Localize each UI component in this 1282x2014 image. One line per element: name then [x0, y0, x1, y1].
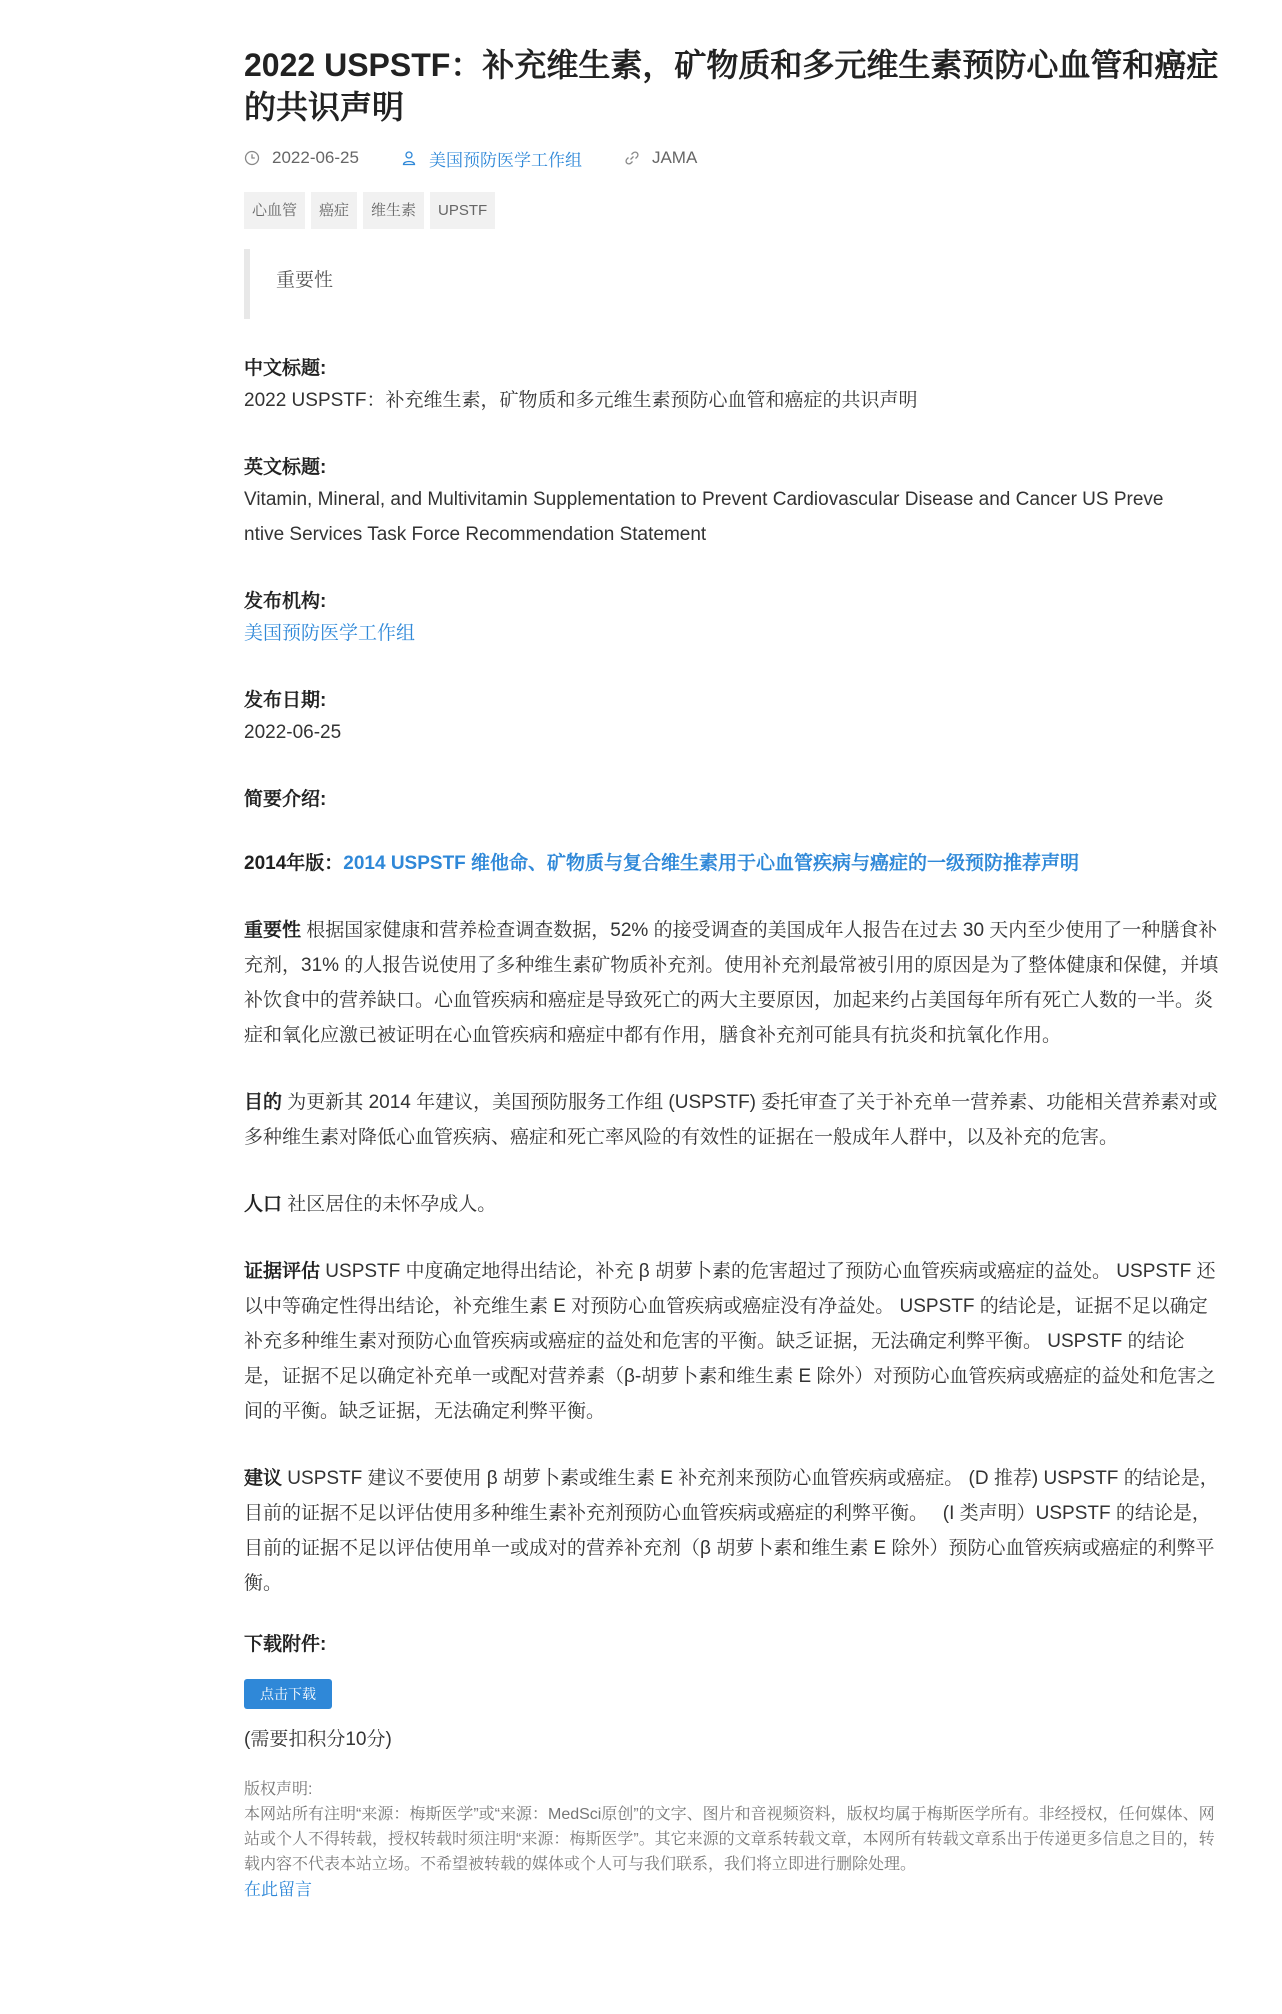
download-label: 下载附件: — [244, 1634, 327, 1655]
importance-label: 重要性 — [244, 920, 302, 941]
evidence-paragraph — [244, 1254, 1220, 1429]
leave-message-link[interactable]: 在此留言 — [244, 1880, 312, 1899]
importance-paragraph — [244, 913, 1220, 1053]
article-meta — [244, 146, 1220, 170]
intro-section — [244, 786, 1220, 814]
en-title-line-1: Vitamin, Mineral, and Multivitamin Supplementation to Prevent Cardiovascular Disease and Cancer US Preve — [244, 489, 1164, 510]
date-text: 2022-06-25 — [244, 722, 342, 743]
copyright-text: 本网站所有注明“来源：梅斯医学”或“来源：MedSci原创”的文字、图片和音视频资料，版权均属于梅斯医学所有。非经授权，任何媒体、网站或个人不得转载，授权转载时须注明“来源：梅斯医学”。其它来源的文章系转载文章，本网所有转载文章系出于传递更多信息之目的，转载内容不代表本站立场。不希望被转载的媒体或个人可与我们联系，我们将立即进行删除处理。 — [244, 1806, 1215, 1873]
article-content — [244, 44, 1220, 1902]
cn-title-text: 2022 USPSTF：补充维生素，矿物质和多元维生素预防心血管和癌症的共识声明 — [244, 390, 918, 411]
population-label: 人口 — [244, 1194, 283, 1215]
summary-quote: 重要性 — [244, 249, 1220, 319]
version-2014-link[interactable]: 2014 USPSTF 维他命、矿物质与复合维生素用于心血管疾病与癌症的一级预防推荐声明 — [343, 853, 1080, 874]
recommendation-text: USPSTF 建议不要使用 β 胡萝卜素或维生素 E 补充剂来预防心血管疾病或癌症。 (D 推荐) USPSTF 的结论是，目前的证据不足以评估使用多种维生素补充剂预防心血管疾病或癌症的利弊平衡。 (I 类声明）USPSTF 的结论是，目前的证据不足以评估使用单一或成对的营养补充剂（β 胡萝卜素和维生素 E 除外）预防心血管疾病或癌症的利弊平衡。 — [244, 1468, 1219, 1594]
org-section — [244, 588, 1220, 651]
tag-item[interactable]: 心血管 — [244, 192, 305, 229]
org-link[interactable]: 美国预防医学工作组 — [244, 623, 416, 644]
copyright-title: 版权声明: — [244, 1781, 313, 1798]
user-icon — [401, 150, 417, 166]
version-2014-label: 2014年版： — [244, 853, 344, 874]
meta-author[interactable] — [401, 146, 582, 171]
en-title-line-2: ntive Services Task Force Recommendation Statement — [244, 524, 707, 545]
evidence-label: 证据评估 — [244, 1261, 321, 1282]
en-title-label: 英文标题: — [244, 457, 327, 478]
recommendation-label: 建议 — [244, 1468, 283, 1489]
date-section — [244, 687, 1220, 750]
page-title: 2022 USPSTF：补充维生素，矿物质和多元维生素预防心血管和癌症的共识声明 — [244, 47, 1219, 125]
objective-text: 为更新其 2014 年建议，美国预防服务工作组 (USPSTF) 委托审查了关于补充单一营养素、功能相关营养素对或多种维生素对降低心血管疾病、癌症和死亡率风险的有效性的证据在一般成年人群中，以及补充的危害。 — [244, 1092, 1218, 1148]
tag-list — [244, 192, 1220, 229]
objective-label: 目的 — [244, 1092, 283, 1113]
en-title-section — [244, 454, 1220, 552]
download-section — [244, 1631, 1220, 1755]
tag-item[interactable]: UPSTF — [430, 192, 495, 229]
meta-date-text: 2022-06-25 — [272, 148, 359, 167]
tag-item[interactable]: 癌症 — [311, 192, 357, 229]
download-button[interactable]: 点击下载 — [244, 1679, 332, 1709]
cn-title-section — [244, 355, 1220, 418]
clock-icon — [244, 150, 260, 166]
evidence-text: USPSTF 中度确定地得出结论，补充 β 胡萝卜素的危害超过了预防心血管疾病或癌症的益处。 USPSTF 还以中等确定性得出结论，补充维生素 E 对预防心血管疾病或癌症没有净益处。 USPSTF 的结论是，证据不足以确定补充多种维生素对预防心血管疾病或癌症的益处和危害的平衡。缺乏证据，无法确定利弊平衡。 USPSTF 的结论是，证据不足以确定补充单一或配对营养素（β-胡萝卜素和维生素 E 除外）对预防心血管疾病或癌症的益处和危害之间的平衡。缺乏证据，无法确定利弊平衡。 — [244, 1261, 1216, 1422]
link-icon — [624, 150, 640, 166]
cn-title-label: 中文标题: — [244, 358, 327, 379]
download-points: (需要扣积分10分) — [244, 1729, 392, 1750]
meta-source-text: JAMA — [651, 148, 698, 167]
objective-paragraph — [244, 1085, 1220, 1155]
copyright-section — [244, 1777, 1220, 1902]
org-label: 发布机构: — [244, 591, 327, 612]
date-label: 发布日期: — [244, 690, 327, 711]
tag-item[interactable]: 维生素 — [363, 192, 424, 229]
meta-date — [244, 148, 359, 168]
recommendation-paragraph — [244, 1461, 1220, 1601]
version-2014 — [244, 846, 1220, 881]
meta-author-text[interactable]: 美国预防医学工作组 — [428, 150, 582, 170]
importance-text: 根据国家健康和营养检查调查数据，52% 的接受调查的美国成年人报告在过去 30 天内至少使用了一种膳食补充剂，31% 的人报告说使用了多种维生素矿物质补充剂。使用补充剂最常被引用的原因是为了整体健康和保健，并填补饮食中的营养缺口。心血管疾病和癌症是导致死亡的两大主要原因，加起来约占美国每年所有死亡人数的一半。炎症和氧化应激已被证明在心血管疾病和癌症中都有作用，膳食补充剂可能具有抗炎和抗氧化作用。 — [244, 920, 1219, 1046]
population-paragraph — [244, 1187, 1220, 1222]
meta-source — [624, 148, 697, 168]
population-text: 社区居住的未怀孕成人。 — [287, 1194, 497, 1215]
intro-label: 简要介绍: — [244, 789, 327, 810]
